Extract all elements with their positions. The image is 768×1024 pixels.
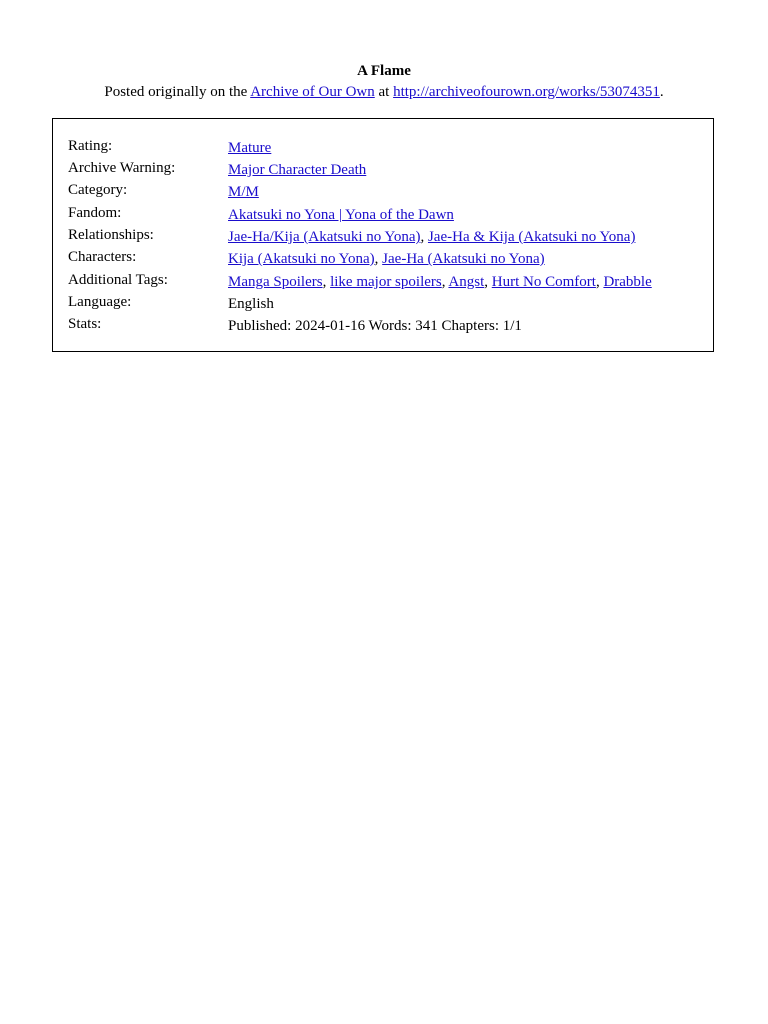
work-header [0, 62, 768, 102]
archive-link[interactable]: Archive of Our Own [250, 84, 375, 100]
language-value: English [228, 296, 274, 312]
rating-label: Rating: [68, 138, 113, 154]
posted-prefix: Posted originally on the [104, 84, 251, 100]
separator: , [420, 229, 428, 245]
meta-row-tags [68, 270, 708, 292]
relationships-value [228, 227, 635, 247]
relationship-link[interactable]: Jae-Ha & Kija (Akatsuki no Yona) [427, 229, 636, 245]
tag-link[interactable]: Hurt No Comfort [491, 274, 596, 290]
meta-row-warning [68, 158, 708, 180]
warning-link[interactable]: Major Character Death [228, 162, 367, 178]
work-metadata-box [52, 118, 714, 352]
meta-row-rating [68, 136, 708, 158]
separator: , [441, 274, 449, 290]
tags-label: Additional Tags: [68, 272, 168, 288]
meta-row-language [68, 292, 708, 314]
category-value [228, 182, 259, 202]
category-link[interactable]: M/M [228, 184, 259, 200]
stats-value: Published: 2024-01-16 Words: 341 Chapters: 1/1 [228, 318, 522, 334]
rating-value [228, 138, 271, 158]
relationships-label: Relationships: [68, 227, 154, 243]
tag-link[interactable]: Drabble [603, 274, 652, 290]
stats-label: Stats: [68, 316, 102, 332]
category-label: Category: [68, 182, 128, 198]
separator: , [322, 274, 331, 290]
warning-label: Archive Warning: [68, 160, 176, 176]
meta-row-fandom [68, 203, 708, 225]
separator: , [484, 274, 492, 290]
fandom-link[interactable]: Akatsuki no Yona | Yona of the Dawn [228, 207, 454, 223]
posted-suffix: . [659, 84, 664, 100]
posted-middle: at [374, 84, 394, 100]
tag-link[interactable]: like major spoilers [330, 274, 442, 290]
meta-row-category [68, 180, 708, 202]
warning-value [228, 160, 366, 180]
rating-link[interactable]: Mature [228, 140, 272, 156]
fandom-label: Fandom: [68, 205, 122, 221]
characters-label: Characters: [68, 249, 137, 265]
separator: , [595, 274, 604, 290]
posted-line [0, 83, 768, 102]
meta-row-relationships [68, 225, 708, 247]
character-link[interactable]: Jae-Ha (Akatsuki no Yona) [382, 251, 545, 267]
work-url-link[interactable]: http://archiveofourown.org/works/53074351 [393, 84, 660, 100]
relationship-link[interactable]: Jae-Ha/Kija (Akatsuki no Yona) [228, 229, 421, 245]
fandom-value [228, 205, 454, 225]
tags-value [228, 272, 652, 292]
character-link[interactable]: Kija (Akatsuki no Yona) [228, 251, 375, 267]
meta-row-stats [68, 314, 708, 336]
language-label: Language: [68, 294, 132, 310]
tag-link[interactable]: Angst [448, 274, 485, 290]
work-title: A Flame [357, 63, 411, 79]
meta-row-characters [68, 247, 708, 269]
tag-link[interactable]: Manga Spoilers [228, 274, 323, 290]
characters-value [228, 249, 545, 269]
separator: , [374, 251, 383, 267]
